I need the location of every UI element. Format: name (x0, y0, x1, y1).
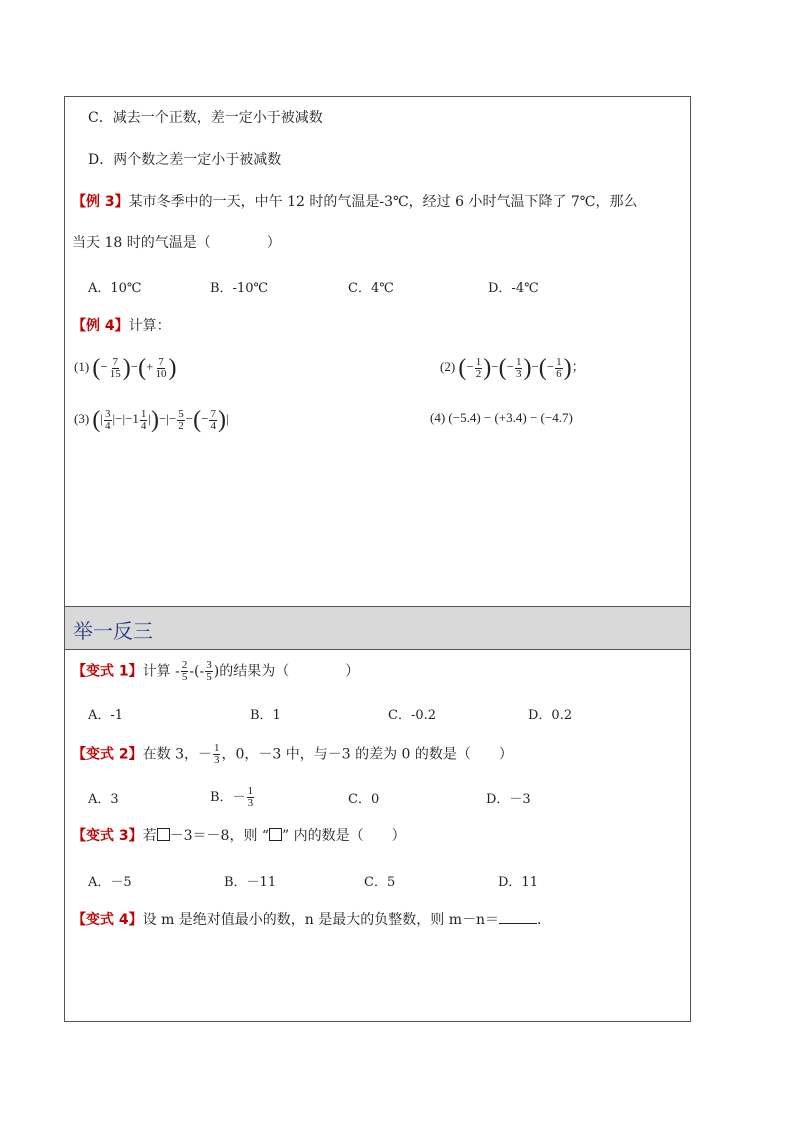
example-3-option-d: D．-4℃ (488, 281, 539, 296)
variant-3-option-c: C．5 (364, 875, 396, 890)
variant-1-option-a: A．-1 (88, 708, 124, 723)
variant-4 (72, 910, 551, 930)
variant-4-tag: 【变式 4】 (72, 912, 143, 928)
option-d-text: D．两个数之差一定小于被减数 (88, 152, 282, 168)
variant-2-post: ，0，－3 中，与－3 的差为 0 的数是（ ） (221, 746, 513, 763)
variant-3-option-b: B．－11 (224, 875, 277, 890)
problem-3: (3) (| $\frac{3}{4}$ |−|−1 $\frac{1}{4}$ |)−|− $\frac{5}{2}$ −(− $\frac{7}{4}$ )| (74, 407, 229, 433)
section-title: 举一反三 (73, 619, 153, 643)
problem-1-label: (1) (74, 358, 90, 374)
variant-2-pre: 在数 3，－ (142, 746, 212, 763)
example-3-line1: 某市冬季中的一天，中午 12 时的气温是-3℃，经过 6 小时气温下降了 7℃，那么 (128, 194, 638, 210)
variant-2-option-c: C．0 (348, 792, 380, 807)
problem-3-label: (3) (74, 410, 90, 426)
variant-3-pre: 若 (142, 828, 157, 844)
variant-2-option-a: A．3 (88, 792, 119, 807)
example-3-option-a: A．10℃ (88, 281, 142, 296)
problem-2: (2) (− $\frac{1}{2}$ )−(− $\frac{1}{3}$ )−(− $\frac{1}{6}$ )； (440, 355, 585, 381)
variant-3-option-d: D．11 (498, 875, 538, 890)
variant-2-tag: 【变式 2】 (72, 746, 143, 763)
example-3-option-c: C．4℃ (348, 281, 394, 296)
variant-1-option-b: B．1 (250, 708, 281, 723)
example-3 (72, 192, 637, 212)
variant-1-option-c: C．-0.2 (388, 708, 437, 723)
example-3-line2: 当天 18 时的气温是（ ） (72, 235, 281, 251)
problem-4: (4) (−5.4) − (+3.4) − (−4.7) (430, 410, 573, 425)
variant-2-option-b-text: B．－ (210, 790, 246, 805)
section-band (65, 606, 690, 650)
variant-3-post2: ” 内的数是（ ） (282, 828, 406, 844)
example-3-option-b: B．-10℃ (210, 281, 269, 296)
variant-3 (72, 826, 406, 846)
problem-1: (1) (− $\frac{7}{15}$ )−(+ $\frac{7}{10}$ ) (74, 355, 177, 381)
option-c-text: C．减去一个正数，差一定小于被减数 (88, 110, 323, 126)
square-box-icon (157, 828, 170, 841)
square-box-icon (269, 828, 282, 841)
example-3-tag: 【例 3】 (72, 194, 129, 210)
variant-4-text: 设 m 是绝对值最小的数，n 是最大的负整数，则 m－n＝ (142, 912, 500, 928)
answer-blank[interactable] (499, 923, 537, 924)
example-4 (72, 316, 171, 336)
variant-3-tag: 【变式 3】 (72, 828, 143, 844)
variant-1: 【变式 1】计算 - $\frac{2}{5}$ -(- $\frac{3}{5}$ )的结果为（ ） (72, 659, 360, 683)
variant-3-post: －3＝－8，则 “ (169, 828, 270, 844)
variant-4-end: ． (537, 912, 552, 928)
variant-3-option-a: A．－5 (88, 875, 132, 890)
variant-1-tag: 【变式 1】 (72, 663, 143, 680)
variant-2: 【变式 2】在数 3，－ $\frac{1}{3}$ ，0，－3 中，与－3 的差为 0 的数是（ ） (72, 742, 513, 766)
variant-1-pre: 计算 - (142, 663, 180, 680)
example-4-text: 计算： (128, 318, 171, 334)
problem-2-label: (2) (440, 358, 456, 374)
variant-1-option-d: D．0.2 (528, 708, 573, 723)
variant-2-option-b: B．－ $\frac{1}{3}$ (210, 785, 254, 809)
variant-2-option-d: D．－3 (486, 792, 531, 807)
example-4-tag: 【例 4】 (72, 318, 129, 334)
variant-1-post: 的结果为（ ） (219, 663, 360, 680)
